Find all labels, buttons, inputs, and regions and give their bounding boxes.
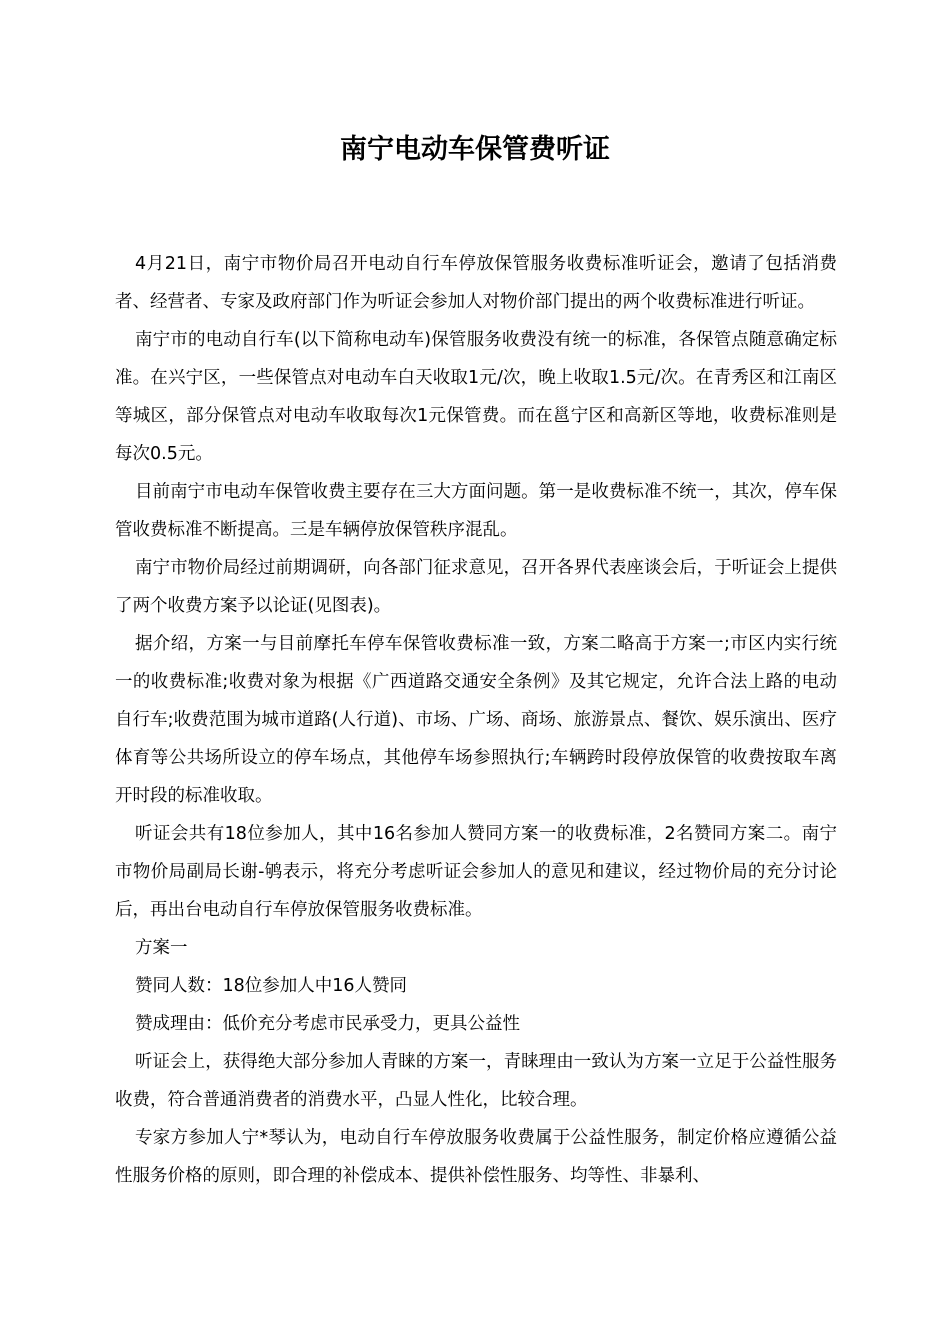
paragraph-problems: 目前南宁市电动车保管收费主要存在三大方面问题。第一是收费标准不统一，其次，停车保管收费标准不断提高。三是车辆停放保管秩序混乱。 — [115, 482, 837, 540]
paragraph-two-plans: 南宁市物价局经过前期调研，向各部门征求意见，召开各界代表座谈会后，于听证会上提供了两个收费方案予以论证(见图表)。 — [115, 558, 837, 616]
paragraph-plan-details: 据介绍，方案一与目前摩托车停车保管收费标准一致，方案二略高于方案一;市区内实行统一的收费标准;收费对象为根据《广西道路交通安全条例》及其它规定，允许合法上路的电动自行车;收费范围为城市道路(人行道)、市场、广场、商场、旅游景点、餐饮、娱乐演出、医疗体育等公共场所设立的停车场点，其他停车场参照执行;车辆跨时段停放保管的收费按取车离开时段的标准收取。 — [115, 634, 837, 806]
paragraph-plan-one-favored: 听证会上，获得绝大部分参加人青睐的方案一，青睐理由一致认为方案一立足于公益性服务收费，符合普通消费者的消费水平，凸显人性化，比较合理。 — [115, 1052, 837, 1110]
document-body — [115, 245, 837, 1195]
document-title: 南宁电动车保管费听证 — [340, 134, 610, 165]
paragraph-current-fees: 南宁市的电动自行车(以下简称电动车)保管服务收费没有统一的标准，各保管点随意确定标准。在兴宁区，一些保管点对电动车白天收取1元/次，晚上收取1.5元/次。在青秀区和江南区等城区，部分保管点对电动车收取每次1元保管费。而在邕宁区和高新区等地，收费标准则是每次0.5元。 — [115, 330, 837, 464]
paragraph-plan-one-heading: 方案一 — [135, 938, 188, 958]
paragraph-plan-one-supporters: 赞同人数：18位参加人中16人赞同 — [135, 976, 408, 996]
paragraph-hearing-result: 听证会共有18位参加人，其中16名参加人赞同方案一的收费标准，2名赞同方案二。南宁市物价局副局长谢-鸲表示，将充分考虑听证会参加人的意见和建议，经过物价局的充分讨论后，再出台电动自行车停放保管服务收费标准。 — [115, 824, 837, 920]
paragraph-hearing-intro: 4月21日，南宁市物价局召开电动自行车停放保管服务收费标准听证会，邀请了包括消费者、经营者、专家及政府部门作为听证会参加人对物价部门提出的两个收费标准进行听证。 — [115, 254, 837, 312]
paragraph-expert-opinion: 专家方参加人宁*琴认为，电动自行车停放服务收费属于公益性服务，制定价格应遵循公益性服务价格的原则，即合理的补偿成本、提供补偿性服务、均等性、非暴利、 — [115, 1128, 837, 1186]
paragraph-plan-one-reason: 赞成理由：低价充分考虑市民承受力，更具公益性 — [135, 1014, 520, 1034]
